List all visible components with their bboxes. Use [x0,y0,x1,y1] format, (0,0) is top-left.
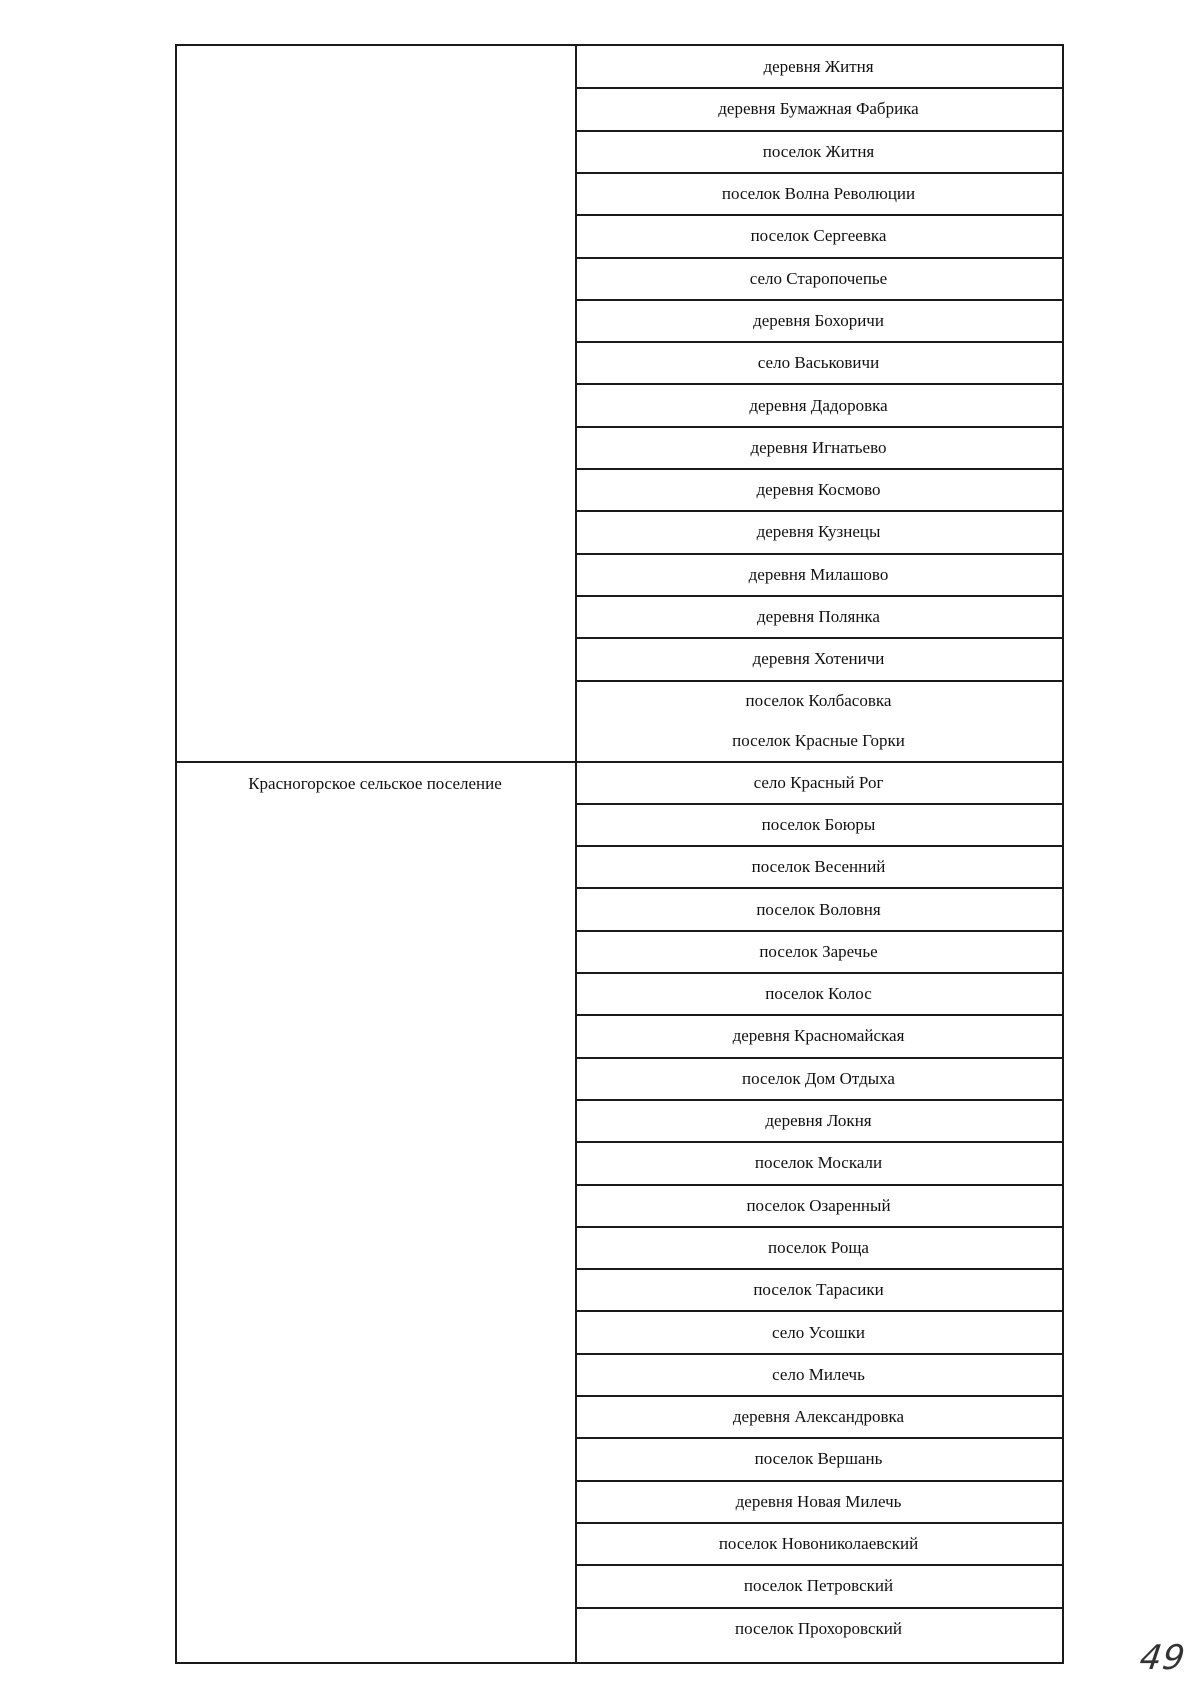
locality-row: поселок Весенний [751,857,886,877]
locality-row: поселок Новониколаевский [718,1534,919,1554]
locality-row: деревня Дадоровка [749,395,888,415]
locality-row: поселок Дом Отдыха [742,1068,895,1088]
locality-row: село Старопочепье [749,268,888,288]
locality-row: поселок Прохоровский [735,1618,902,1638]
locality-row: поселок Роща [768,1237,869,1257]
locality-row: поселок Колбасовка [745,690,892,710]
locality-row: деревня Новая Милечь [735,1491,902,1511]
locality-row: деревня Александровка [732,1407,905,1427]
locality-row: деревня Космово [756,480,881,500]
locality-row: деревня Полянка [757,607,880,627]
locality-row: деревня Бохоричи [753,310,884,330]
locality-row: поселок Тарасики [753,1280,884,1300]
locality-row: поселок Москали [754,1153,883,1173]
locality-row: деревня Житня [763,57,874,77]
locality-row: деревня Красномайская [732,1026,905,1046]
locality-row: поселок Заречье [759,941,878,961]
locality-row: поселок Вершань [754,1449,883,1469]
locality-row: поселок Озаренный [746,1195,891,1215]
locality-row: село Усошки [771,1322,866,1342]
locality-row: село Красный Рог [753,772,884,792]
locality-row: поселок Красные Горки [732,731,905,751]
locality-row: село Васьковичи [757,353,880,373]
locality-row: деревня Милашово [748,564,889,584]
locality-row: поселок Волна Революции [721,184,916,204]
locality-row: деревня Хотеничи [752,649,885,669]
locality-row: деревня Бумажная Фабрика [718,99,919,119]
settlement-name: Красногорское сельское поселение [248,773,502,793]
settlements-table [175,44,1064,1664]
locality-row: поселок Колос [765,984,872,1004]
locality-row: поселок Воловня [756,899,881,919]
locality-row: поселок Житня [762,141,875,161]
locality-row: деревня Локня [765,1111,872,1131]
locality-row: деревня Кузнецы [756,522,881,542]
locality-row: поселок Боюры [761,814,876,834]
settlement-column [177,46,577,1662]
locality-row: поселок Сергеевка [750,226,887,246]
locality-row: поселок Петровский [743,1576,894,1596]
locality-row: деревня Игнатьево [750,437,887,457]
group-divider [177,761,1062,763]
locality-row: село Милечь [772,1364,865,1384]
page-number: 49 [1137,1638,1189,1678]
locality-column [575,46,1062,1662]
